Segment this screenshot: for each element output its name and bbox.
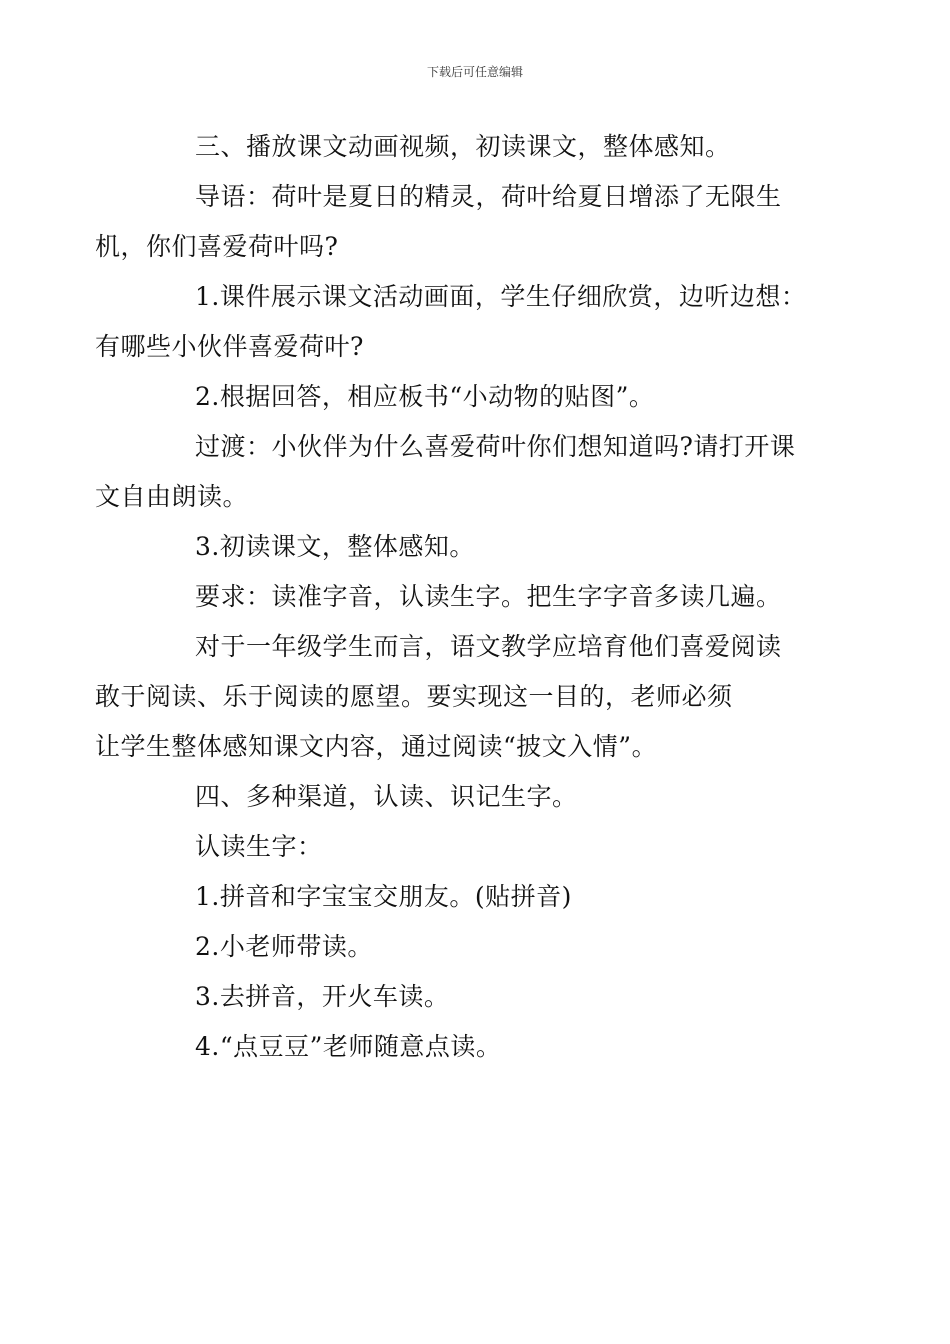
paragraph-line: 文自由朗读。: [95, 482, 249, 511]
paragraph: [145, 122, 825, 172]
paragraph: [95, 172, 825, 272]
page-header: [0, 64, 950, 80]
paragraph: [145, 922, 825, 972]
paragraph-line: 2.根据回答，相应板书“小动物的贴图”。: [195, 382, 655, 411]
paragraph-line: 机，你们喜爱荷叶吗?: [95, 232, 339, 261]
paragraph: [145, 572, 825, 622]
paragraph-line: 3.初读课文，整体感知。: [195, 532, 475, 561]
paragraph: [95, 272, 825, 372]
paragraph-line: 敢于阅读、乐于阅读的愿望。要实现这一目的，老师必须: [95, 682, 733, 711]
document-body: [95, 122, 825, 1072]
paragraph-line: 过渡：小伙伴为什么喜爱荷叶你们想知道吗?请打开课: [195, 432, 796, 461]
paragraph-line: 三、播放课文动画视频，初读课文，整体感知。: [195, 132, 731, 161]
paragraph-line: 导语：荷叶是夏日的精灵，荷叶给夏日增添了无限生: [195, 182, 782, 211]
paragraph-line: 四、多种渠道，认读、识记生字。: [195, 782, 578, 811]
paragraph: [145, 522, 825, 572]
paragraph: [145, 1022, 825, 1072]
paragraph-line: 要求：读准字音，认读生字。把生字字音多读几遍。: [195, 582, 782, 611]
paragraph: [95, 422, 825, 522]
paragraph-line: 让学生整体感知课文内容，通过阅读“披文入情”。: [95, 732, 658, 761]
paragraph-line: 对于一年级学生而言，语文教学应培育他们喜爱阅读: [195, 632, 782, 661]
paragraph-line: 3.去拼音，开火车读。: [195, 982, 450, 1011]
paragraph-line: 4.“点豆豆”老师随意点读。: [195, 1032, 502, 1061]
header-text: 下载后可任意编辑: [426, 65, 523, 79]
paragraph: [145, 822, 825, 872]
paragraph: [145, 972, 825, 1022]
paragraph-line: 认读生字：: [195, 832, 323, 861]
paragraph-line: 1.拼音和字宝宝交朋友。(贴拼音): [195, 882, 572, 911]
paragraph: [145, 772, 825, 822]
paragraph: [145, 872, 825, 922]
paragraph-line: 2.小老师带读。: [195, 932, 373, 961]
paragraph: [145, 372, 825, 422]
paragraph-line: 有哪些小伙伴喜爱荷叶?: [95, 332, 364, 361]
paragraph-line: 1.课件展示课文活动画面，学生仔细欣赏，边听边想：: [195, 282, 807, 311]
paragraph: [95, 622, 825, 772]
